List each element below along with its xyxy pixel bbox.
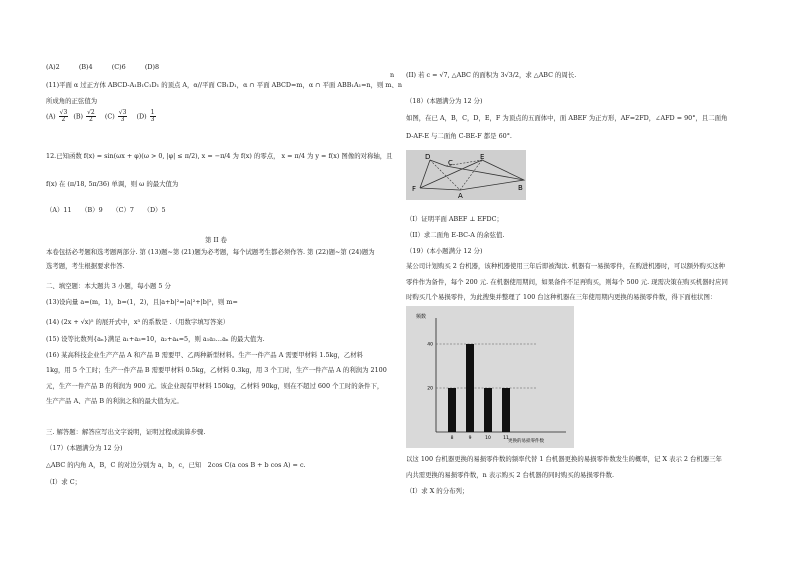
- x-axis-label: 更换的易损零件数: [508, 439, 544, 444]
- q11-option-b: $\frac{√2}{2}$: [87, 109, 95, 123]
- q19-line1: 某公司计划购买 2 台机器，该种机器使用三年后即被淘汰. 机器有一易损零件，在购进机器时，可以额外购买这种: [406, 262, 725, 270]
- q12-stem: 12.已知函数 f(x) = sin(ωx + φ)(ω > 0, |φ| ≤ π/2), x = −π/4 为 f(x) 的零点， x = π/4 为 y = f(x) 图像的对称轴，且: [46, 152, 393, 160]
- q19-part1: （I）求 X 的分布列；: [406, 487, 469, 495]
- q15: (15) 设等比数列{aₙ}满足 a₁+a₃=10，a₂+a₄=5，则 a₁a₂…aₙ 的最大值为.: [46, 335, 265, 343]
- q18-stem: 如图，在已 A，B，C，D，E，F 为顶点的五面体中，面 ABEF 为正方形，AF=2FD，∠AFD = 90°，且二面角: [406, 114, 728, 122]
- vertex-label-d: D: [425, 153, 431, 161]
- q19-chart-photo: [406, 306, 574, 448]
- fill-in-heading: 二、填空题：本大题共 3 小题，每小题 5 分: [46, 282, 171, 290]
- q16-line3: 元，生产一件产品 B 的利润为 900 元。该企业现有甲材料 150kg，乙材料 90kg，则在不超过 600 个工时的条件下，: [46, 382, 384, 390]
- q18-part1: （I）证明平面 ABEF ⊥ EFDC；: [406, 215, 503, 223]
- vertex-label-f: F: [412, 185, 417, 193]
- q14: (14) (2x + √x)⁵ 的展开式中，x³ 的系数是 .（用数字填写答案）: [46, 318, 230, 326]
- part2-heading: 第 II 卷: [205, 236, 227, 244]
- x-tick-label: 11: [503, 436, 509, 441]
- bar-chart: [406, 306, 574, 448]
- q18-stem-cont: D-AF-E 与二面角 C-BE-F 都是 60°.: [406, 132, 512, 140]
- x-tick-label: 9: [468, 436, 472, 441]
- q19-line5: 内共需更换的易损零件数，n 表示购买 2 台机器的同时购买的易损零件数.: [406, 471, 615, 479]
- q11-stem: (11)平面 α 过正方体 ABCD-A₁B₁C₁D₁ 的顶点 A，α//平面 CB₁D₁，α ∩ 平面 ABCD=m，α ∩ 平面 ABB₁A₁=n，则 m、n: [46, 81, 402, 89]
- q19-line2: 零件作为备件，每个 200 元. 在机器使用期间，如果备件不足再购买，则每个 500 元. 现需决策在购买机器时应同: [406, 278, 728, 286]
- y-axis-label: 频数: [416, 314, 427, 320]
- q17-part1: （I）求 C；: [46, 478, 82, 486]
- bar: [502, 388, 510, 432]
- vertex-label-c: C: [448, 159, 453, 167]
- part2-intro: 本卷包括必考题和选考题两部分. 第 (13)题~第 (21)题为必考题，每个试题考生都必须作答. 第 (22)题~第 (24)题为: [46, 248, 375, 256]
- part2-intro-cont: 选考题，考生根据要求作答.: [46, 262, 125, 270]
- vertex-label-b: B: [518, 184, 523, 192]
- bar: [466, 344, 474, 432]
- q18-part2: （II）求二面角 E-BC-A 的余弦值.: [406, 231, 505, 239]
- q16-line2: 1kg，用 5 个工时；生产一件产品 B 需要甲材料 0.5kg，乙材料 0.3kg，用 3 个工时，生产一件产品 A 的利润为 2100: [46, 366, 387, 374]
- q12-options: （A）11 （B）9 （C）7 （D）5: [46, 206, 166, 214]
- q11-stem-cont: 所成角的正弦值为: [46, 97, 98, 105]
- y-tick-label: 40: [427, 342, 433, 348]
- q11-option-d: $\frac{1}{3}$: [150, 109, 155, 123]
- q19-line4: 以这 100 台机器更换的易损零件数的频率代替 1 台机器更换的易损零件数发生的概率，记 X 表示 2 台机器三年: [406, 455, 722, 463]
- y-tick-label: 20: [427, 386, 433, 392]
- pentahedron-diagram: [406, 150, 526, 200]
- x-tick-label: 10: [485, 436, 491, 441]
- q11-option-a: $\frac{√3}{2}$: [59, 109, 68, 123]
- q18-title: （18）(本题满分为 12 分): [406, 97, 483, 105]
- q16-line4: 生产产品 A、产品 B 的利润之和的最大值为元。: [46, 397, 183, 405]
- q11-overflow-letter: n: [390, 71, 395, 79]
- q11-option-c: $\frac{√3}{3}$: [118, 109, 127, 123]
- q18-figure: [406, 150, 526, 200]
- q19-title: （19）(本小题满分 12 分): [406, 247, 483, 255]
- q17-title: （17）(本题满分为 12 分): [46, 444, 123, 452]
- q17-stem: △ABC 的内角 A，B，C 的对边分别为 a，b，c，已知 2cos C(a cos B + b cos A) = c.: [46, 461, 306, 469]
- vertex-label-a: A: [458, 192, 463, 200]
- x-tick-label: 8: [450, 436, 454, 441]
- q16-line1: (16) 某高科技企业生产产品 A 和产品 B 需要甲、乙两种新型材料。生产一件产品 A 需要甲材料 1.5kg，乙材料: [46, 351, 364, 359]
- q12-stem-cont: f(x) 在 (π/18, 5π/36) 单调，则 ω 的最大值为: [46, 180, 179, 188]
- q17-part2: (II) 若 c = √7, △ABC 的面积为 3√3/2，求 △ABC 的周长.: [406, 71, 577, 79]
- q13: (13)设向量 a=(m，1)，b=(1，2)，且|a+b|²=|a|²+|b|²，则 m=: [46, 298, 238, 306]
- q19-line3: 时购买几个易损零件，为此搜集并整理了 100 台这种机器在三年使用期内更换的易损零件数，得下面柱状图：: [406, 293, 717, 301]
- vertex-label-e: E: [480, 153, 485, 161]
- solve-heading: 三. 解答题：解答应写出文字说明，证明过程或演算步骤.: [46, 428, 206, 436]
- bar: [448, 388, 456, 432]
- bar: [484, 388, 492, 432]
- q10-options: (A)2 (B)4 (C)6 (D)8: [46, 63, 160, 71]
- q11-options: (A) $\frac{√3}{2}$ (B) $\frac{√2}{2}$ (C) $\frac{√3}{3}$ (D) $\frac{1}{3}$: [46, 109, 155, 123]
